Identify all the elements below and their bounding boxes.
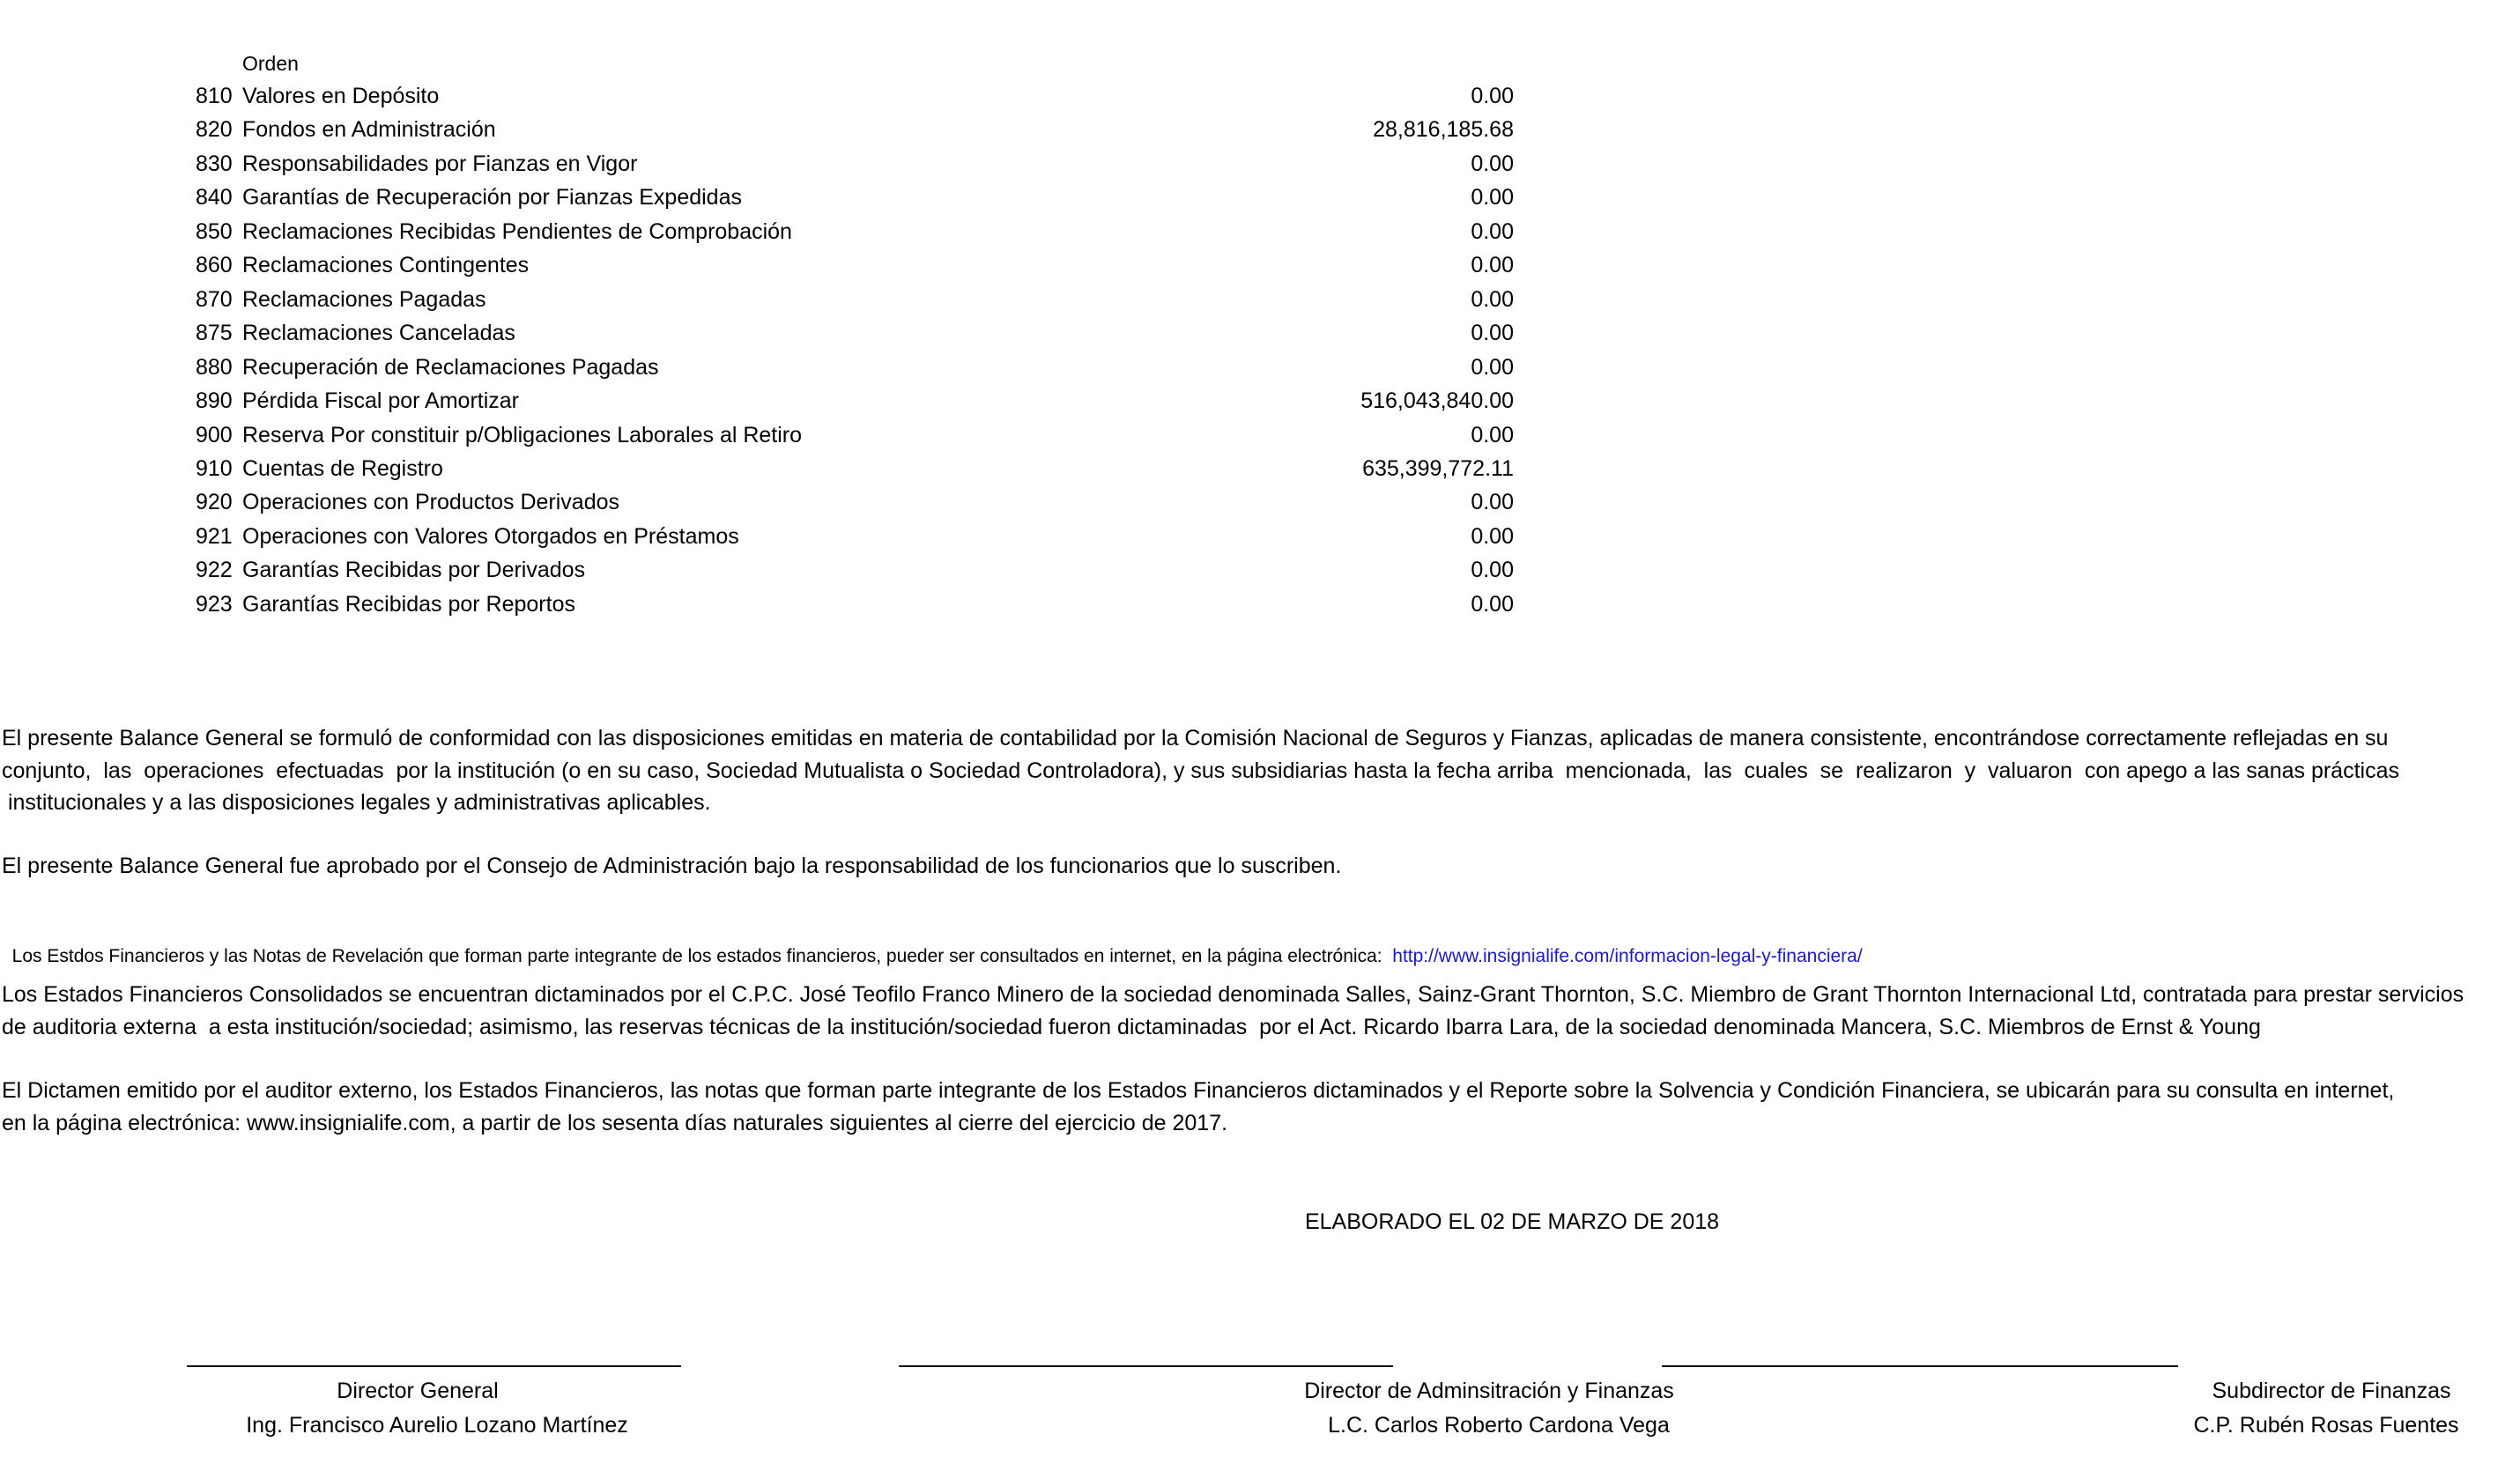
- account-code: 920: [196, 490, 233, 515]
- account-name: Cuentas de Registro: [242, 455, 443, 481]
- account-value: 635,399,772.11: [1362, 455, 1514, 481]
- account-code: 875: [196, 321, 233, 346]
- signature-name: L.C. Carlos Roberto Cardona Vega: [1328, 1413, 1670, 1438]
- account-name: Reserva Por constituir p/Obligaciones Laborales al Retiro: [242, 422, 803, 447]
- paragraph-aprobado: El presente Balance General fue aprobado por el Consejo de Administración bajo la responsabilidad de los funcionarios que lo suscriben.: [2, 854, 1342, 878]
- paragraph-line: de auditoria externa a esta institución/sociedad; asimismo, las reservas técnicas de la institución/sociedad fueron dictaminadas por el Act. Ricardo Ibarra Lara, de la sociedad denominada Mancera, S.C. Miembros de Ernst & Young: [2, 1015, 2261, 1039]
- account-name: Responsabilidades por Fianzas en Vigor: [242, 151, 638, 176]
- account-code: 880: [196, 354, 233, 380]
- account-value: 0.00: [1471, 253, 1514, 278]
- account-value: 0.00: [1471, 558, 1514, 583]
- paragraph-line: en la página electrónica: www.insignialife.com, a partir de los sesenta días naturales siguientes al cierre del ejercicio de 2017.: [2, 1111, 1228, 1135]
- account-name: Garantías de Recuperación por Fianzas Expedidas: [242, 185, 742, 211]
- signature-title: Director de Adminsitración y Finanzas: [1304, 1379, 1674, 1403]
- account-code: 830: [196, 151, 233, 176]
- signature-line: [1662, 1365, 2178, 1367]
- account-value: 0.00: [1471, 490, 1514, 515]
- account-name: Operaciones con Valores Otorgados en Préstamos: [242, 523, 739, 549]
- account-code: 820: [196, 117, 233, 143]
- account-value: 0.00: [1471, 354, 1514, 380]
- account-value: 28,816,185.68: [1373, 117, 1514, 143]
- account-code: 923: [196, 591, 233, 617]
- signature-line: [187, 1365, 681, 1367]
- account-name: Garantías Recibidas por Reportos: [242, 591, 575, 617]
- account-value: 0.00: [1471, 84, 1514, 108]
- signature-line: [899, 1365, 1393, 1367]
- account-value: 0.00: [1471, 591, 1514, 617]
- account-name: Pérdida Fiscal por Amortizar: [242, 388, 520, 414]
- account-name: Reclamaciones Contingentes: [242, 253, 530, 278]
- account-code: 900: [196, 422, 233, 447]
- account-value: 0.00: [1471, 151, 1514, 176]
- paragraph-line: Los Estados Financieros Consolidados se encuentran dictaminados por el C.P.C. José Teofilo Franco Minero de la sociedad denominada Salles, Sainz-Grant Thornton, S.C. Miembro de Grant Thornton Internacional Ltd, contratada para prestar servicios: [2, 982, 2464, 1007]
- account-code: 850: [196, 218, 233, 244]
- paragraph-line: El Dictamen emitido por el auditor externo, los Estados Financieros, las notas que forman parte integrante de los Estados Financieros dictaminados y el Reporte sobre la Solvencia y Condición Financiera, se ubicarán para su consulta en internet,: [2, 1078, 2395, 1103]
- account-code: 840: [196, 185, 233, 211]
- notas-link[interactable]: http://www.insignialife.com/informacion-legal-y-financiera/: [1392, 946, 1863, 966]
- account-value: 0.00: [1471, 185, 1514, 211]
- account-name: Fondos en Administración: [242, 117, 496, 143]
- account-code: 860: [196, 253, 233, 278]
- paragraph-line: El presente Balance General se formuló de conformidad con las disposiciones emitidas en materia de contabilidad por la Comisión Nacional de Seguros y Fianzas, aplicadas de manera consistente, encontrándose correctamente reflejadas en su: [2, 726, 2389, 750]
- account-name: Valores en Depósito: [242, 84, 440, 108]
- signature-title: Subdirector de Finanzas: [2212, 1379, 2451, 1403]
- account-value: 0.00: [1471, 321, 1514, 346]
- account-value: 516,043,840.00: [1360, 388, 1514, 414]
- account-value: 0.00: [1471, 422, 1514, 447]
- account-value: 0.00: [1471, 218, 1514, 244]
- account-code: 810: [196, 84, 233, 108]
- account-value: 0.00: [1471, 286, 1514, 312]
- account-name: Reclamaciones Canceladas: [242, 321, 515, 346]
- account-name: Recuperación de Reclamaciones Pagadas: [242, 354, 659, 380]
- account-code: 890: [196, 388, 233, 414]
- signature-title: Director General: [337, 1379, 499, 1403]
- signature-name: Ing. Francisco Aurelio Lozano Martínez: [246, 1413, 628, 1438]
- account-name: Reclamaciones Pagadas: [242, 286, 486, 312]
- elaborado-date: ELABORADO EL 02 DE MARZO DE 2018: [1304, 1209, 1720, 1234]
- paragraph-line: conjunto, las operaciones efectuadas por la institución (o en su caso, Sociedad Mutualista o Sociedad Controladora), y sus subsidiarias hasta la fecha arriba mencionada, las cuales se realizaron y valuaron con apego a las sanas prácticas: [2, 758, 2399, 783]
- paragraph-notas: [2, 917, 1863, 970]
- account-name: Reclamaciones Recibidas Pendientes de Comprobación: [242, 218, 792, 244]
- account-code: 910: [196, 455, 233, 481]
- account-code: 922: [196, 558, 233, 583]
- notas-text: Los Estdos Financieros y las Notas de Revelación que forman parte integrante de los estados financieros, pueder ser consultados en internet, en la página electrónica:: [11, 946, 1382, 966]
- signature-name: C.P. Rubén Rosas Fuentes: [2193, 1413, 2459, 1438]
- account-name: Garantías Recibidas por Derivados: [242, 558, 586, 583]
- account-code: 870: [196, 286, 233, 312]
- account-name: Operaciones con Productos Derivados: [242, 490, 620, 515]
- orden-header: Orden: [242, 52, 299, 75]
- account-code: 921: [196, 523, 233, 549]
- paragraph-line: institucionales y a las disposiciones legales y administrativas aplicables.: [2, 790, 711, 815]
- account-value: 0.00: [1471, 523, 1514, 549]
